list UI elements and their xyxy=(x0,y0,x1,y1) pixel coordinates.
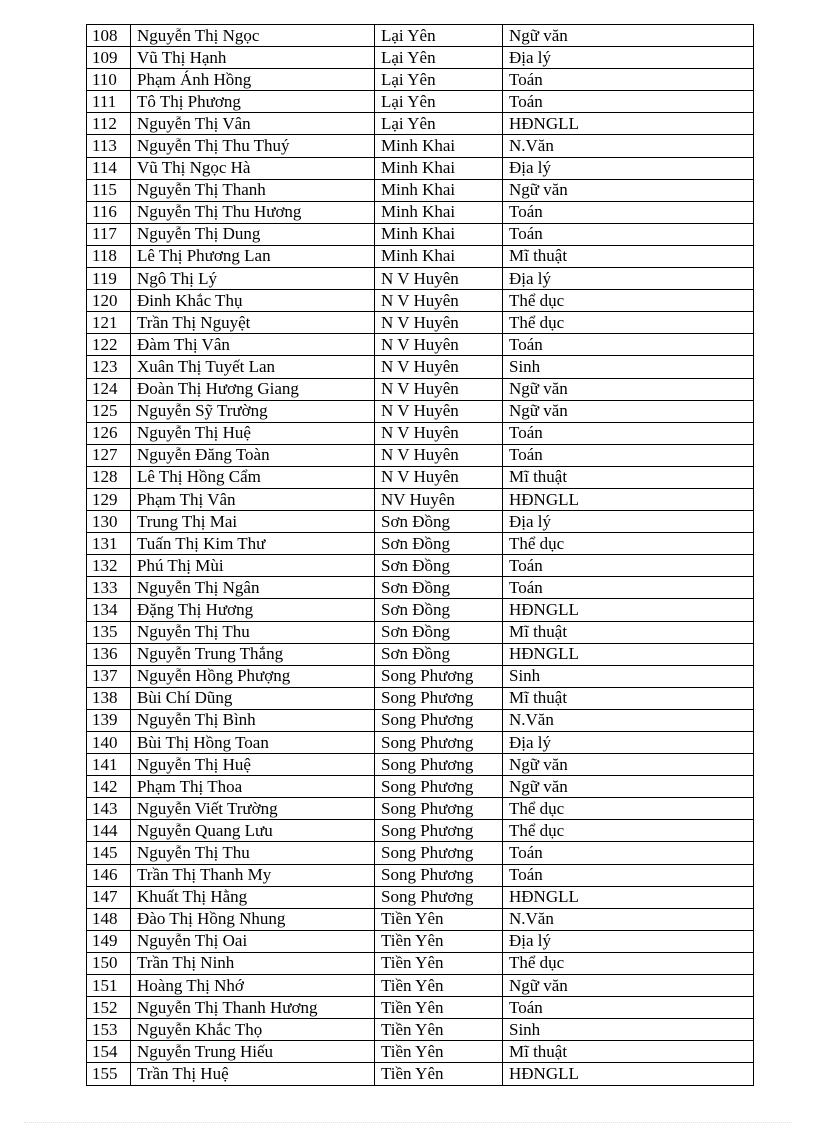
teacher-name-cell: Nguyễn Thị Thu Hương xyxy=(131,201,375,223)
row-number-cell: 147 xyxy=(87,886,131,908)
table-row xyxy=(87,511,754,533)
teacher-name-cell: Lê Thị Hồng Cẩm xyxy=(131,466,375,488)
row-number-cell: 143 xyxy=(87,798,131,820)
row-number-cell: 124 xyxy=(87,378,131,400)
table-row xyxy=(87,599,754,621)
table-row xyxy=(87,290,754,312)
school-cell: N V Huyên xyxy=(375,400,503,422)
roster-table-body xyxy=(87,25,754,1086)
teacher-name-cell: Nguyễn Thị Thanh Hương xyxy=(131,997,375,1019)
row-number-cell: 128 xyxy=(87,466,131,488)
row-number-cell: 153 xyxy=(87,1019,131,1041)
subject-cell: Toán xyxy=(503,223,754,245)
school-cell: Minh Khai xyxy=(375,157,503,179)
school-cell: Lại Yên xyxy=(375,69,503,91)
school-cell: Sơn Đồng xyxy=(375,533,503,555)
table-row xyxy=(87,621,754,643)
row-number-cell: 125 xyxy=(87,400,131,422)
subject-cell: N.Văn xyxy=(503,135,754,157)
row-number-cell: 133 xyxy=(87,577,131,599)
teacher-name-cell: Nguyễn Thị Ngọc xyxy=(131,25,375,47)
table-row xyxy=(87,952,754,974)
table-row xyxy=(87,268,754,290)
school-cell: Minh Khai xyxy=(375,245,503,267)
school-cell: Tiền Yên xyxy=(375,952,503,974)
school-cell: Sơn Đồng xyxy=(375,643,503,665)
school-cell: Sơn Đồng xyxy=(375,511,503,533)
subject-cell: Mĩ thuật xyxy=(503,1041,754,1063)
row-number-cell: 109 xyxy=(87,47,131,69)
row-number-cell: 110 xyxy=(87,69,131,91)
school-cell: Lại Yên xyxy=(375,91,503,113)
table-row xyxy=(87,1041,754,1063)
teacher-name-cell: Nguyễn Thị Dung xyxy=(131,223,375,245)
subject-cell: Ngữ văn xyxy=(503,776,754,798)
row-number-cell: 116 xyxy=(87,201,131,223)
table-row xyxy=(87,975,754,997)
row-number-cell: 115 xyxy=(87,179,131,201)
school-cell: N V Huyên xyxy=(375,356,503,378)
teacher-name-cell: Nguyễn Khắc Thọ xyxy=(131,1019,375,1041)
teacher-name-cell: Ngô Thị Lý xyxy=(131,268,375,290)
subject-cell: Toán xyxy=(503,842,754,864)
subject-cell: Sinh xyxy=(503,1019,754,1041)
row-number-cell: 149 xyxy=(87,930,131,952)
table-row xyxy=(87,334,754,356)
school-cell: Tiền Yên xyxy=(375,997,503,1019)
school-cell: Song Phương xyxy=(375,754,503,776)
row-number-cell: 145 xyxy=(87,842,131,864)
row-number-cell: 114 xyxy=(87,157,131,179)
subject-cell: Thể dục xyxy=(503,312,754,334)
school-cell: Song Phương xyxy=(375,709,503,731)
row-number-cell: 136 xyxy=(87,643,131,665)
school-cell: N V Huyên xyxy=(375,268,503,290)
row-number-cell: 139 xyxy=(87,709,131,731)
school-cell: Sơn Đồng xyxy=(375,577,503,599)
teacher-name-cell: Nguyễn Thị Thu xyxy=(131,621,375,643)
school-cell: Tiền Yên xyxy=(375,930,503,952)
table-row xyxy=(87,1019,754,1041)
school-cell: Minh Khai xyxy=(375,135,503,157)
row-number-cell: 130 xyxy=(87,511,131,533)
subject-cell: HĐNGLL xyxy=(503,1063,754,1085)
table-row xyxy=(87,135,754,157)
table-row xyxy=(87,312,754,334)
teacher-name-cell: Nguyễn Trung Thắng xyxy=(131,643,375,665)
table-row xyxy=(87,422,754,444)
table-row xyxy=(87,555,754,577)
subject-cell: Toán xyxy=(503,864,754,886)
school-cell: N V Huyên xyxy=(375,466,503,488)
subject-cell: Toán xyxy=(503,555,754,577)
teacher-name-cell: Nguyễn Thị Ngân xyxy=(131,577,375,599)
subject-cell: Toán xyxy=(503,91,754,113)
table-row xyxy=(87,47,754,69)
table-row xyxy=(87,356,754,378)
subject-cell: HĐNGLL xyxy=(503,886,754,908)
row-number-cell: 121 xyxy=(87,312,131,334)
table-row xyxy=(87,776,754,798)
subject-cell: HĐNGLL xyxy=(503,643,754,665)
subject-cell: Thể dục xyxy=(503,290,754,312)
subject-cell: Mĩ thuật xyxy=(503,687,754,709)
teacher-name-cell: Nguyễn Thị Bình xyxy=(131,709,375,731)
subject-cell: Toán xyxy=(503,444,754,466)
row-number-cell: 140 xyxy=(87,732,131,754)
teacher-name-cell: Phú Thị Mùi xyxy=(131,555,375,577)
table-row xyxy=(87,245,754,267)
table-row xyxy=(87,886,754,908)
school-cell: Song Phương xyxy=(375,842,503,864)
teacher-name-cell: Hoàng Thị Nhớ xyxy=(131,975,375,997)
school-cell: Song Phương xyxy=(375,820,503,842)
subject-cell: Toán xyxy=(503,201,754,223)
teacher-name-cell: Nguyễn Hồng Phượng xyxy=(131,665,375,687)
row-number-cell: 142 xyxy=(87,776,131,798)
subject-cell: Toán xyxy=(503,334,754,356)
subject-cell: Địa lý xyxy=(503,47,754,69)
table-row xyxy=(87,25,754,47)
row-number-cell: 151 xyxy=(87,975,131,997)
table-row xyxy=(87,687,754,709)
row-number-cell: 148 xyxy=(87,908,131,930)
teacher-name-cell: Nguyễn Sỹ Trường xyxy=(131,400,375,422)
teacher-name-cell: Nguyễn Thị Vân xyxy=(131,113,375,135)
teacher-name-cell: Phạm Thị Vân xyxy=(131,488,375,510)
school-cell: Lại Yên xyxy=(375,25,503,47)
table-row xyxy=(87,157,754,179)
subject-cell: N.Văn xyxy=(503,908,754,930)
table-row xyxy=(87,754,754,776)
row-number-cell: 141 xyxy=(87,754,131,776)
school-cell: NV Huyên xyxy=(375,488,503,510)
teacher-name-cell: Nguyễn Thị Thu Thuý xyxy=(131,135,375,157)
school-cell: Tiền Yên xyxy=(375,975,503,997)
subject-cell: Ngữ văn xyxy=(503,179,754,201)
subject-cell: Địa lý xyxy=(503,157,754,179)
teacher-name-cell: Trần Thị Nguyệt xyxy=(131,312,375,334)
subject-cell: Sinh xyxy=(503,356,754,378)
teacher-name-cell: Khuất Thị Hằng xyxy=(131,886,375,908)
subject-cell: Ngữ văn xyxy=(503,400,754,422)
table-row xyxy=(87,643,754,665)
school-cell: Sơn Đồng xyxy=(375,599,503,621)
table-row xyxy=(87,842,754,864)
teacher-name-cell: Lê Thị Phương Lan xyxy=(131,245,375,267)
subject-cell: Mĩ thuật xyxy=(503,621,754,643)
table-row xyxy=(87,908,754,930)
teacher-name-cell: Nguyễn Trung Hiếu xyxy=(131,1041,375,1063)
subject-cell: Ngữ văn xyxy=(503,378,754,400)
row-number-cell: 155 xyxy=(87,1063,131,1085)
row-number-cell: 126 xyxy=(87,422,131,444)
subject-cell: Toán xyxy=(503,422,754,444)
teacher-name-cell: Đoàn Thị Hương Giang xyxy=(131,378,375,400)
row-number-cell: 127 xyxy=(87,444,131,466)
row-number-cell: 113 xyxy=(87,135,131,157)
row-number-cell: 118 xyxy=(87,245,131,267)
table-row xyxy=(87,69,754,91)
teacher-name-cell: Trung Thị Mai xyxy=(131,511,375,533)
row-number-cell: 112 xyxy=(87,113,131,135)
teacher-name-cell: Xuân Thị Tuyết Lan xyxy=(131,356,375,378)
table-row xyxy=(87,533,754,555)
teacher-name-cell: Vũ Thị Ngọc Hà xyxy=(131,157,375,179)
table-row xyxy=(87,1063,754,1085)
school-cell: Minh Khai xyxy=(375,223,503,245)
subject-cell: Địa lý xyxy=(503,268,754,290)
teacher-name-cell: Nguyễn Thị Huệ xyxy=(131,422,375,444)
teacher-name-cell: Bùi Chí Dũng xyxy=(131,687,375,709)
teacher-name-cell: Nguyễn Viết Trường xyxy=(131,798,375,820)
school-cell: Sơn Đồng xyxy=(375,621,503,643)
school-cell: Tiền Yên xyxy=(375,1063,503,1085)
school-cell: N V Huyên xyxy=(375,290,503,312)
row-number-cell: 154 xyxy=(87,1041,131,1063)
row-number-cell: 146 xyxy=(87,864,131,886)
subject-cell: Sinh xyxy=(503,665,754,687)
table-row xyxy=(87,201,754,223)
row-number-cell: 120 xyxy=(87,290,131,312)
row-number-cell: 117 xyxy=(87,223,131,245)
teacher-name-cell: Nguyễn Đăng Toàn xyxy=(131,444,375,466)
school-cell: Song Phương xyxy=(375,665,503,687)
subject-cell: Ngữ văn xyxy=(503,25,754,47)
school-cell: N V Huyên xyxy=(375,334,503,356)
teacher-name-cell: Tô Thị Phương xyxy=(131,91,375,113)
table-row xyxy=(87,930,754,952)
subject-cell: Thể dục xyxy=(503,798,754,820)
row-number-cell: 144 xyxy=(87,820,131,842)
subject-cell: Ngữ văn xyxy=(503,754,754,776)
subject-cell: Địa lý xyxy=(503,732,754,754)
teacher-name-cell: Nguyễn Thị Thanh xyxy=(131,179,375,201)
table-row xyxy=(87,223,754,245)
subject-cell: Mĩ thuật xyxy=(503,245,754,267)
school-cell: Tiền Yên xyxy=(375,1019,503,1041)
table-row xyxy=(87,488,754,510)
subject-cell: Toán xyxy=(503,997,754,1019)
school-cell: N V Huyên xyxy=(375,422,503,444)
school-cell: Lại Yên xyxy=(375,47,503,69)
school-cell: Sơn Đồng xyxy=(375,555,503,577)
teacher-name-cell: Phạm Thị Thoa xyxy=(131,776,375,798)
row-number-cell: 132 xyxy=(87,555,131,577)
subject-cell: Mĩ thuật xyxy=(503,466,754,488)
teacher-name-cell: Nguyễn Thị Oai xyxy=(131,930,375,952)
table-row xyxy=(87,378,754,400)
table-row xyxy=(87,444,754,466)
table-row xyxy=(87,709,754,731)
subject-cell: Địa lý xyxy=(503,930,754,952)
school-cell: Tiền Yên xyxy=(375,1041,503,1063)
school-cell: Song Phương xyxy=(375,776,503,798)
table-row xyxy=(87,864,754,886)
row-number-cell: 150 xyxy=(87,952,131,974)
teacher-name-cell: Trần Thị Thanh My xyxy=(131,864,375,886)
subject-cell: Thể dục xyxy=(503,533,754,555)
subject-cell: Toán xyxy=(503,69,754,91)
teacher-name-cell: Nguyễn Thị Huệ xyxy=(131,754,375,776)
table-row xyxy=(87,466,754,488)
row-number-cell: 138 xyxy=(87,687,131,709)
school-cell: Tiền Yên xyxy=(375,908,503,930)
subject-cell: Địa lý xyxy=(503,511,754,533)
school-cell: Lại Yên xyxy=(375,113,503,135)
school-cell: N V Huyên xyxy=(375,312,503,334)
row-number-cell: 129 xyxy=(87,488,131,510)
school-cell: Song Phương xyxy=(375,864,503,886)
table-row xyxy=(87,798,754,820)
row-number-cell: 111 xyxy=(87,91,131,113)
school-cell: Song Phương xyxy=(375,732,503,754)
row-number-cell: 137 xyxy=(87,665,131,687)
teacher-name-cell: Đặng Thị Hương xyxy=(131,599,375,621)
table-row xyxy=(87,577,754,599)
teacher-name-cell: Đào Thị Hồng Nhung xyxy=(131,908,375,930)
school-cell: Song Phương xyxy=(375,687,503,709)
teacher-name-cell: Trần Thị Ninh xyxy=(131,952,375,974)
row-number-cell: 131 xyxy=(87,533,131,555)
subject-cell: HĐNGLL xyxy=(503,113,754,135)
teacher-name-cell: Đàm Thị Vân xyxy=(131,334,375,356)
school-cell: Song Phương xyxy=(375,886,503,908)
table-row xyxy=(87,91,754,113)
table-row xyxy=(87,732,754,754)
subject-cell: HĐNGLL xyxy=(503,488,754,510)
table-row xyxy=(87,820,754,842)
teacher-name-cell: Đinh Khắc Thụ xyxy=(131,290,375,312)
row-number-cell: 122 xyxy=(87,334,131,356)
table-row xyxy=(87,113,754,135)
teacher-name-cell: Nguyễn Thị Thu xyxy=(131,842,375,864)
teacher-name-cell: Bùi Thị Hồng Toan xyxy=(131,732,375,754)
teacher-name-cell: Trần Thị Huệ xyxy=(131,1063,375,1085)
table-row xyxy=(87,179,754,201)
subject-cell: Thể dục xyxy=(503,952,754,974)
row-number-cell: 119 xyxy=(87,268,131,290)
row-number-cell: 135 xyxy=(87,621,131,643)
subject-cell: Toán xyxy=(503,577,754,599)
teacher-name-cell: Tuấn Thị Kim Thư xyxy=(131,533,375,555)
table-row xyxy=(87,665,754,687)
school-cell: N V Huyên xyxy=(375,444,503,466)
subject-cell: HĐNGLL xyxy=(503,599,754,621)
subject-cell: Ngữ văn xyxy=(503,975,754,997)
row-number-cell: 123 xyxy=(87,356,131,378)
table-row xyxy=(87,997,754,1019)
row-number-cell: 152 xyxy=(87,997,131,1019)
row-number-cell: 108 xyxy=(87,25,131,47)
subject-cell: N.Văn xyxy=(503,709,754,731)
teacher-name-cell: Nguyễn Quang Lưu xyxy=(131,820,375,842)
school-cell: Minh Khai xyxy=(375,179,503,201)
school-cell: Minh Khai xyxy=(375,201,503,223)
teacher-name-cell: Vũ Thị Hạnh xyxy=(131,47,375,69)
school-cell: Song Phương xyxy=(375,798,503,820)
school-cell: N V Huyên xyxy=(375,378,503,400)
teacher-name-cell: Phạm Ánh Hồng xyxy=(131,69,375,91)
row-number-cell: 134 xyxy=(87,599,131,621)
table-row xyxy=(87,400,754,422)
subject-cell: Thể dục xyxy=(503,820,754,842)
teacher-roster-table xyxy=(86,24,754,1086)
